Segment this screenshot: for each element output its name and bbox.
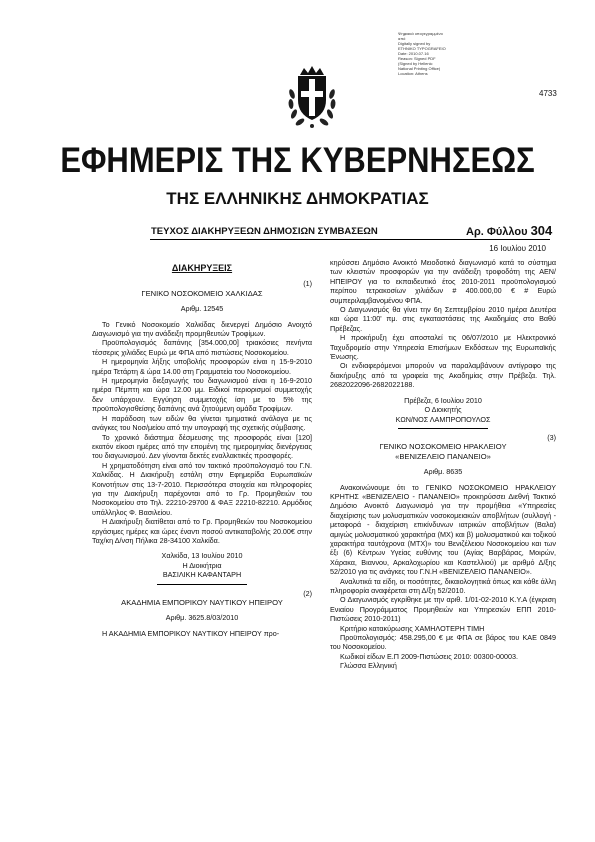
divider — [398, 428, 488, 429]
stamp-line: (Signed by Hellenic — [398, 61, 433, 66]
place-date: Χαλκίδα, 13 Ιουλίου 2010 — [161, 551, 243, 561]
paragraph: Η Διακήρυξη διατίθεται από το Γρ. Προμηθειών του Νοσοκομείου εργάσιμες ημέρες και ώρες έναντι ποσού αντικαταβολής 20.00€ στην Ταχ/κη Δ/νση Πήλικα 28-34100 Χαλκίδα. — [92, 517, 312, 545]
paragraph: Ανακοινώνουμε ότι το ΓΕΝΙΚΟ ΝΟΣΟΚΟΜΕΙΟ ΗΡΑΚΛΕΙΟΥ ΚΡΗΤΗΣ «ΒΕΝΙΖΕΛΕΙΟ - ΠΑΝΑΝΕΙΟ» προκηρύσσει Διεθνή Τακτικό Δημόσιο Ανοικτό Διαγωνισμό για την προμήθεια «Υπηρεσίες διαχείρισης των μολυσματικών νοσοκομειακών αποβλήτων (συλλογή - μεταφορά - διαχείριση επικίνδυνων ιατρικών αποβλήτων (Βαλα) αμιγώς μολυσματικού χαρακτήρα (ΜΧ) και β) μολυσματικού και τοξικού χαρακτήρα ταυτόχρονα (ΜΤΧ)» του Βενιζέλειου Νοσοκομείου και των έξι (6) Κέντρων Υγείας ευθύνης του (Αγίας Βαρβάρας, Μοιρών, Χάρακα, Βιαννου, Αρκαλοχωρίου και Καστελλιού) με αριθμό Δ/ξης 52/2010 για τις ανάγκες του Γ.Ν.Η «ΒΕΝΙΖΕΛΕΙΟ ΠΑΝΑΝΕΙΟ». — [330, 482, 556, 577]
paragraph: Ο Διαγωνισμός εγκρίθηκε με την αριθ. 1/01-02-2010 Κ.Υ.Α (έγκριση Ενιαίου Προγράμματος Προμηθειών και Υπηρεσιών ΕΠΠ 2010-Πιστώσεις 2010-2011) — [330, 595, 556, 624]
signer-title: Η Διοικήτρια — [182, 560, 222, 570]
organization-name: ΓΕΝΙΚΟ ΝΟΣΟΚΟΜΕΙΟ ΗΡΑΚΛΕΙΟΥ — [379, 442, 507, 452]
paragraph: Προϋπολογισμός: 458.295,00 € με ΦΠΑ σε βάρος του ΚΑΕ 0849 του Νοσοκομείου. — [330, 633, 556, 652]
signer-name: ΚΩΝ/ΝΟΣ ΛΑΜΠΡΟΠΟΥΛΟΣ — [395, 414, 491, 424]
section-heading: ΔΙΑΚΗΡΥΞΕΙΣ — [171, 263, 233, 273]
left-column — [92, 258, 312, 638]
organization-name: ΓΕΝΙΚΟ ΝΟΣΟΚΟΜΕΙΟ ΧΑΛΚΙΔΑΣ — [141, 288, 263, 298]
stamp-line: Reason: Signed PDF — [398, 56, 436, 61]
notice-number: (3) — [547, 432, 556, 442]
paragraph: Προϋπολογισμός δαπάνης [354.000,00] τριακόσιες πενήντα τέσσερις χιλιάδες Ευρώ με ΦΠΑ από πιστώσεις Νοσοκομείου. — [92, 338, 312, 357]
organization-subname: «ΒΕΝΙΖΕΛΕΙΟ ΠΑΝΑΝΕΙΟ» — [395, 451, 491, 461]
paragraph: Η ΑΚΑΔΗΜΙΑ ΕΜΠΟΡΙΚΟΥ ΝΑΥΤΙΚΟΥ ΗΠΕΙΡΟΥ προ- — [102, 628, 280, 638]
reference-number: Αριθμ. 3625.8/03/2010 — [165, 613, 239, 623]
stamp-line: Location: Athens — [398, 71, 428, 76]
signer-name: ΒΑΣΙΛΙΚΗ ΚΑΦΑΝΤΑΡΗ — [162, 570, 242, 580]
paragraph: Γλώσσα Ελληνική — [340, 661, 397, 671]
paragraph: Η ημερομηνία λήξης υποβολής προσφορών είναι η 15-9-2010 ημέρα Τετάρτη & ώρα 14.00 στη Γραμματεία του Νοσοκομείου. — [92, 357, 312, 376]
paragraph: Η παράδοση των ειδών θα γίνεται τμηματικά ανάλογα με τις ανάγκες του Νοσ/μείου από την υπογραφή της σχετικής σύμβασης. — [92, 413, 312, 433]
gazette-title: ΕΦΗΜΕΡΙΣ ΤΗΣ ΚΥΒΕΡΝΗΣΕΩΣ — [60, 140, 535, 181]
paragraph: Αναλυτικά τα είδη, οι ποσότητες, δικαιολογητικά όπως και κάθε άλλη πληροφορία αναφέρεται στη Δ/ξη 52/2010. — [330, 576, 556, 595]
stamp-line: ETHNIKO TYPOGRAFEIO — [398, 46, 446, 51]
issue-label: Αρ. Φύλλου — [466, 226, 528, 238]
paragraph: Κριτήριο κατακύρωσης ΧΑΜΗΛΟΤΕΡΗ ΤΙΜΗ — [340, 623, 485, 633]
issue-number-label — [466, 223, 552, 238]
right-column — [330, 258, 556, 671]
divider — [157, 584, 247, 585]
stamp-line: National Printing Office) — [398, 66, 441, 71]
notice-number: (2) — [303, 588, 312, 598]
issue-date: 16 Ιουλίου 2010 — [489, 244, 546, 253]
paragraph: Το Γενικό Νοσοκομείο Χαλκίδας διενεργεί Δημόσιο Ανοιχτό Διαγωνισμό για την ανάδειξη προμηθευτών Τροφίμων. — [92, 319, 312, 339]
place-date: Πρέβεζα, 6 Ιουλίου 2010 — [404, 395, 482, 405]
digital-signature-stamp — [398, 31, 498, 76]
issue-number: 304 — [530, 223, 553, 238]
paragraph: Η προκήρυξη έχει αποσταλεί τις 06/07/2010 με Ηλεκτρονικό Ταχυδρομείο στην Υπηρεσία Επισήμων Εκδόσεων της Ευρωπαϊκής Ένωσης. — [330, 333, 556, 362]
paragraph: Το χρονικό διάστημα δέσμευσης της προσφοράς είναι [120] εκατόν είκοσι ημέρες από την επομένη της ημερομηνίας διενέργειας του διαγωνισμού. Δεν γίνονται δεκτές εναλλακτικές προσφορές. — [92, 432, 312, 461]
stamp-line: Date: 2010.07.16 — [398, 51, 429, 56]
stamp-line: Ψηφιακά υπογεγραμμένο — [398, 31, 443, 36]
stamp-line: Digitally signed by — [398, 41, 431, 46]
reference-number: Αριθμ. 12545 — [180, 304, 224, 314]
gazette-subtitle: ΤΗΣ ΕΛΛΗΝΙΚΗΣ ΔΗΜΟΚΡΑΤΙΑΣ — [166, 189, 429, 208]
paragraph: Η ημερομηνία διεξαγωγής του διαγωνισμού είναι η 16-9-2010 ημέρα Πέμπτη και ώρα 12.00 μμ. Ειδικοί περιορισμοί συμμετοχής δεν υπάρχουν. Εγγύηση συμμετοχής ίση με το 5% της προϋπολογισθείσης δαπάνης ανά ζητούμενη ομάδα Τροφίμων. — [92, 376, 312, 414]
header-rule — [150, 239, 550, 240]
signer-title: Ο Διοικητής — [424, 405, 462, 415]
issue-type: ΤΕΥΧΟΣ ΔΙΑΚΗΡΥΞΕΩΝ ΔΗΜΟΣΙΩΝ ΣΥΜΒΑΣΕΩΝ — [151, 226, 378, 237]
paragraph: Η χρηματοδότηση είναι από τον τακτικό προϋπολογισμό του Γ.Ν. Χαλκίδας. Η Διακήρυξη εστάλη στην Εφημερίδα Ευρωπαϊκών Κοινοτήτων στις 13-7-2010. Περισσότερα στοιχεία και πληροφορίες για την Διακήρυξη παρέχονται από το Γρ. Προμηθειών του Νοσοκομείου στο Τηλ. 22210-29700 & ΦΑΞ 22210-82210. Αρμόδιος υπάλληλος Φ. Βασιλείου. — [92, 460, 312, 517]
reference-number: Αριθμ. 8635 — [423, 467, 463, 477]
paragraph: Ο Διαγωνισμός θα γίνει την 6η Σεπτεμβρίου 2010 ημέρα Δευτέρα και ώρα 11:00' πμ. στις εγκαταστάσεις της Ακαδημίας στο Βαθύ Πρέβεζας. — [330, 305, 556, 333]
stamp-line: από — [398, 36, 406, 41]
organization-name: ΑΚΑΔΗΜΙΑ ΕΜΠΟΡΙΚΟΥ ΝΑΥΤΙΚΟΥ ΗΠΕΙΡΟΥ — [121, 598, 283, 607]
page-number: 4733 — [539, 89, 557, 98]
notice-number: (1) — [303, 279, 312, 289]
greek-state-emblem-icon — [286, 64, 338, 130]
paragraph: Κωδικοί είδων Ε.Π 2009-Πιστώσεις 2010: 00300-00003. — [340, 651, 518, 661]
paragraph: κηρύσσει Δημόσιο Ανοικτό Μειοδοτικό διαγωνισμό κατά το σύστημα των κλειστών προσφορών για την ανάδειξη τροφοδότη της ΑΕΝ/ΗΠΕΙΡΟΥ για το εκπαιδευτικό έτος 2010-2011 προϋπολογισμού περίπου τετρακοσίων χιλιάδων # 400.000,00 € # Ευρώ συμπεριλαμβανομένου ΦΠΑ. — [330, 258, 556, 305]
paragraph: Οι ενδιαφερόμενοι μπορούν να παραλαμβάνουν αντίγραφο της διακήρυξης από τα γραφεία της Ακαδημίας στην Πρέβεζα. Τηλ. 2682022096-2682022188. — [330, 361, 556, 390]
